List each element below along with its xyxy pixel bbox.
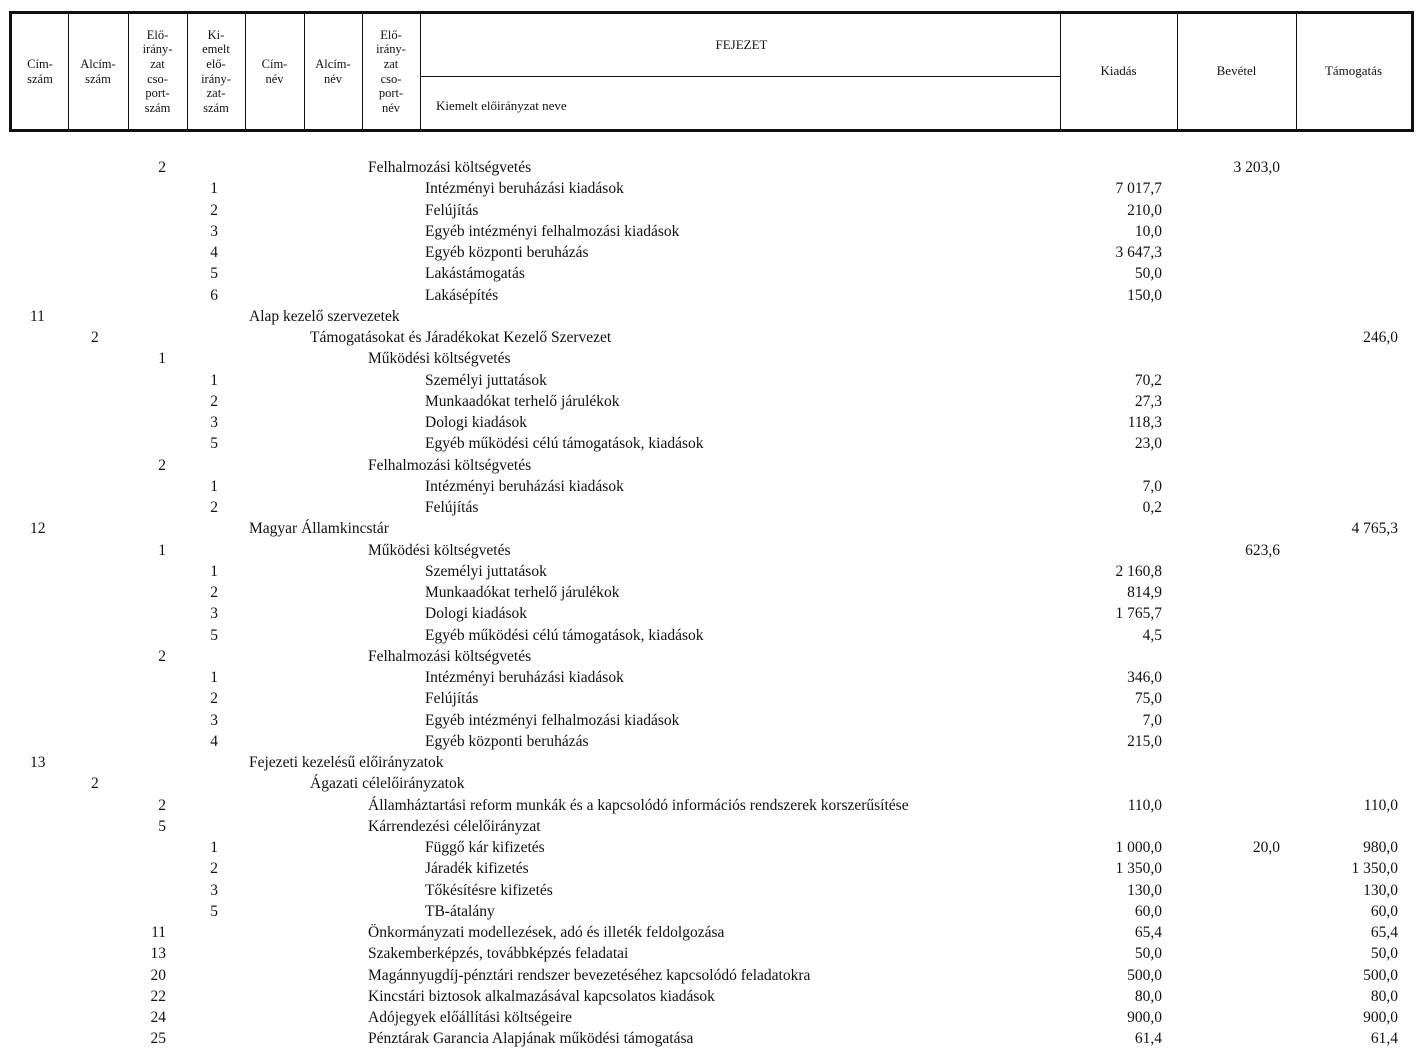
row-name: Lakástámogatás <box>425 265 525 283</box>
header-tamogatas: Támogatás <box>1324 63 1383 79</box>
row-name: Támogatásokat és Járadékokat Kezelő Szervezet <box>310 329 612 346</box>
table-row <box>0 497 1420 518</box>
kiemelt-szam: 5 <box>210 902 218 920</box>
table-row <box>0 327 1420 348</box>
header-kiadas: Kiadás <box>1100 63 1137 79</box>
header-fejezet: FEJEZET <box>715 37 768 52</box>
kiemelt-szam: 3 <box>210 605 218 623</box>
table-row <box>0 370 1420 391</box>
csoport-szam: 1 <box>158 541 166 559</box>
row-name: Működési költségvetés <box>368 541 511 559</box>
kiadas-value: 1 000,0 <box>1115 839 1162 856</box>
kiemelt-szam: 1 <box>210 477 218 495</box>
kiadas-value: 10,0 <box>1134 222 1162 240</box>
kiemelt-szam: 1 <box>210 839 218 856</box>
table-row <box>0 965 1420 986</box>
table-row <box>0 773 1420 794</box>
kiemelt-szam: 2 <box>210 392 218 410</box>
row-name: Dologi kiadások <box>425 414 528 431</box>
csoport-szam: 25 <box>150 1030 166 1048</box>
row-name: Személyi juttatások <box>425 371 547 389</box>
csoport-szam: 11 <box>151 924 166 941</box>
tamogatas-value: 65,4 <box>1370 924 1398 941</box>
table-row <box>0 157 1420 178</box>
row-name: TB-átalány <box>425 902 495 920</box>
tamogatas-value: 1 350,0 <box>1351 860 1398 878</box>
table-body <box>0 157 1420 1050</box>
kiadas-value: 4,5 <box>1142 626 1162 644</box>
csoport-szam: 2 <box>158 796 166 814</box>
table-row <box>0 178 1420 199</box>
kiadas-value: 346,0 <box>1127 669 1162 686</box>
table-row <box>0 688 1420 709</box>
kiemelt-szam: 3 <box>210 711 218 729</box>
table-row <box>0 858 1420 879</box>
table-row <box>0 285 1420 306</box>
csoport-szam: 22 <box>150 987 166 1005</box>
table-row <box>0 1028 1420 1049</box>
table-row <box>0 943 1420 964</box>
bevetel-value: 623,6 <box>1245 541 1280 559</box>
table-row <box>0 922 1420 943</box>
kiemelt-szam: 5 <box>210 626 218 644</box>
csoport-szam: 1 <box>158 350 166 368</box>
alcim-szam: 2 <box>91 775 99 793</box>
tamogatas-value: 80,0 <box>1370 987 1398 1005</box>
row-name: Egyéb intézményi felhalmozási kiadások <box>425 711 680 729</box>
kiadas-value: 900,0 <box>1127 1009 1162 1026</box>
alcim-szam: 2 <box>91 329 99 346</box>
kiadas-value: 500,0 <box>1127 966 1162 984</box>
bevetel-value: 20,0 <box>1252 839 1280 856</box>
csoport-szam: 2 <box>158 647 166 665</box>
row-name: Egyéb központi beruházás <box>425 244 589 261</box>
kiemelt-szam: 1 <box>210 371 218 389</box>
kiemelt-szam: 4 <box>210 244 218 261</box>
row-name: Egyéb működési célú támogatások, kiadások <box>425 435 704 453</box>
csoport-szam: 24 <box>150 1009 166 1026</box>
kiadas-value: 1 350,0 <box>1115 860 1162 878</box>
table-row <box>0 391 1420 412</box>
csoport-szam: 2 <box>158 456 166 474</box>
tamogatas-value: 130,0 <box>1363 881 1398 899</box>
kiadas-value: 70,2 <box>1134 371 1162 389</box>
row-name: Munkaadókat terhelő járulékok <box>425 584 620 601</box>
row-name: Intézményi beruházási kiadások <box>425 669 624 686</box>
header-kiemelt-eloiranyzat-neve: Kiemelt előirányzat neve <box>436 98 567 113</box>
csoport-szam: 5 <box>158 817 166 835</box>
tamogatas-value: 60,0 <box>1370 902 1398 920</box>
cim-szam: 12 <box>30 520 46 538</box>
kiadas-value: 65,4 <box>1134 924 1162 941</box>
csoport-szam: 20 <box>150 966 166 984</box>
table-row <box>0 221 1420 242</box>
row-name: Járadék kifizetés <box>425 860 529 878</box>
kiadas-value: 7,0 <box>1142 477 1162 495</box>
table-row <box>0 986 1420 1007</box>
row-name: Függő kár kifizetés <box>425 839 545 856</box>
table-row <box>0 433 1420 454</box>
row-name: Lakásépítés <box>425 286 499 304</box>
tamogatas-value: 500,0 <box>1363 966 1398 984</box>
row-name: Szakemberképzés, továbbképzés feladatai <box>368 945 629 963</box>
table-row <box>0 540 1420 561</box>
table-row <box>0 795 1420 816</box>
table-row <box>0 412 1420 433</box>
row-name: Magánnyugdíj-pénztári rendszer bevezetéséhez kapcsolódó feladatokra <box>368 966 811 984</box>
row-name: Egyéb intézményi felhalmozási kiadások <box>425 222 680 240</box>
row-name: Munkaadókat terhelő járulékok <box>425 392 620 410</box>
row-name: Felhalmozási költségvetés <box>368 456 532 474</box>
row-name: Dologi kiadások <box>425 605 528 623</box>
table-row <box>0 667 1420 688</box>
table-row <box>0 582 1420 603</box>
csoport-szam: 13 <box>150 945 166 963</box>
kiemelt-szam: 3 <box>210 414 218 431</box>
kiemelt-szam: 1 <box>210 669 218 686</box>
row-name: Felhalmozási költségvetés <box>368 647 532 665</box>
cim-szam: 11 <box>30 307 45 325</box>
table-row <box>0 731 1420 752</box>
table-row <box>0 263 1420 284</box>
row-name: Önkormányzati modellezések, adó és illeték feldolgozása <box>368 924 725 941</box>
table-row <box>0 348 1420 369</box>
kiadas-value: 1 765,7 <box>1115 605 1162 623</box>
cim-szam: 13 <box>30 754 46 771</box>
bevetel-value: 3 203,0 <box>1233 159 1280 176</box>
table-row <box>0 625 1420 646</box>
header-alcim-nev: Alcím- név <box>315 56 351 86</box>
header-cim-nev: Cím- név <box>261 56 288 86</box>
header-cim-szam: Cím- szám <box>27 56 53 86</box>
table-row <box>0 710 1420 731</box>
row-name: Működési költségvetés <box>368 350 511 368</box>
table-row <box>0 561 1420 582</box>
row-name: Felújítás <box>425 201 479 219</box>
kiemelt-szam: 4 <box>210 732 218 750</box>
row-name: Felújítás <box>425 690 479 708</box>
kiadas-value: 110,0 <box>1127 796 1162 814</box>
kiadas-value: 150,0 <box>1127 286 1162 304</box>
table-row <box>0 1007 1420 1028</box>
table-row <box>0 455 1420 476</box>
tamogatas-value: 246,0 <box>1363 329 1398 346</box>
row-name: Ágazati célelőirányzatok <box>310 775 465 793</box>
tamogatas-value: 980,0 <box>1363 839 1398 856</box>
kiadas-value: 130,0 <box>1127 881 1162 899</box>
table-row <box>0 306 1420 327</box>
kiadas-value: 2 160,8 <box>1115 562 1162 580</box>
row-name: Tőkésítésre kifizetés <box>425 881 553 899</box>
kiadas-value: 75,0 <box>1134 690 1162 708</box>
tamogatas-value: 50,0 <box>1370 945 1398 963</box>
table-row <box>0 518 1420 539</box>
kiadas-value: 0,2 <box>1142 499 1162 516</box>
header-alcim-szam: Alcím- szám <box>80 56 116 86</box>
table-header <box>9 11 1414 132</box>
table-row <box>0 880 1420 901</box>
header-kiemelt-eloiranyzat-szam: Ki- emelt elő- irány- zat- szám <box>201 27 231 115</box>
tamogatas-value: 4 765,3 <box>1351 520 1398 538</box>
row-name: Adójegyek előállítási költségeire <box>368 1009 573 1026</box>
kiemelt-szam: 1 <box>210 562 218 580</box>
kiadas-value: 118,3 <box>1127 414 1162 431</box>
table-row <box>0 752 1420 773</box>
kiadas-value: 50,0 <box>1134 265 1162 283</box>
kiadas-value: 27,3 <box>1134 392 1162 410</box>
table-row <box>0 816 1420 837</box>
row-name: Pénztárak Garancia Alapjának működési támogatása <box>368 1030 694 1048</box>
kiadas-value: 60,0 <box>1134 902 1162 920</box>
row-name: Egyéb működési célú támogatások, kiadások <box>425 626 704 644</box>
row-name: Államháztartási reform munkák és a kapcsolódó információs rendszerek korszerűsítése <box>368 796 909 814</box>
kiadas-value: 50,0 <box>1134 945 1162 963</box>
row-name: Kárrendezési célelőirányzat <box>368 817 541 835</box>
kiemelt-szam: 6 <box>210 286 218 304</box>
table-row <box>0 901 1420 922</box>
kiemelt-szam: 2 <box>210 499 218 516</box>
row-name: Intézményi beruházási kiadások <box>425 180 624 198</box>
kiadas-value: 7,0 <box>1142 711 1162 729</box>
kiadas-value: 7 017,7 <box>1115 180 1162 198</box>
kiadas-value: 23,0 <box>1134 435 1162 453</box>
kiemelt-szam: 3 <box>210 222 218 240</box>
kiadas-value: 3 647,3 <box>1115 244 1162 261</box>
kiadas-value: 814,9 <box>1127 584 1162 601</box>
kiemelt-szam: 3 <box>210 881 218 899</box>
header-eloiranyzat-csoport-nev: Elő- irány- zat cso- port- név <box>376 27 406 115</box>
row-name: Intézményi beruházási kiadások <box>425 477 624 495</box>
table-row <box>0 200 1420 221</box>
kiemelt-szam: 2 <box>210 860 218 878</box>
row-name: Egyéb központi beruházás <box>425 732 589 750</box>
row-name: Felhalmozási költségvetés <box>368 159 532 176</box>
kiadas-value: 80,0 <box>1134 987 1162 1005</box>
table-row <box>0 837 1420 858</box>
kiemelt-szam: 5 <box>210 265 218 283</box>
row-name: Kincstári biztosok alkalmazásával kapcsolatos kiadások <box>368 987 715 1005</box>
table-row <box>0 242 1420 263</box>
kiemelt-szam: 2 <box>210 584 218 601</box>
csoport-szam: 2 <box>158 159 166 176</box>
kiadas-value: 210,0 <box>1127 201 1162 219</box>
tamogatas-value: 110,0 <box>1363 796 1398 814</box>
kiadas-value: 61,4 <box>1134 1030 1162 1048</box>
kiemelt-szam: 2 <box>210 690 218 708</box>
row-name: Fejezeti kezelésű előirányzatok <box>249 754 444 771</box>
kiadas-value: 215,0 <box>1127 732 1162 750</box>
table-row <box>0 646 1420 667</box>
kiemelt-szam: 5 <box>210 435 218 453</box>
row-name: Alap kezelő szervezetek <box>249 307 400 325</box>
row-name: Személyi juttatások <box>425 562 547 580</box>
header-bevetel: Bevétel <box>1216 63 1257 79</box>
tamogatas-value: 61,4 <box>1370 1030 1398 1048</box>
kiemelt-szam: 2 <box>210 201 218 219</box>
header-eloiranyzat-csoport-szam: Elő- irány- zat cso- port- szám <box>142 27 173 115</box>
tamogatas-value: 900,0 <box>1363 1009 1398 1026</box>
row-name: Magyar Államkincstár <box>249 520 389 538</box>
row-name: Felújítás <box>425 499 479 516</box>
table-row <box>0 603 1420 624</box>
table-row <box>0 476 1420 497</box>
kiemelt-szam: 1 <box>210 180 218 198</box>
